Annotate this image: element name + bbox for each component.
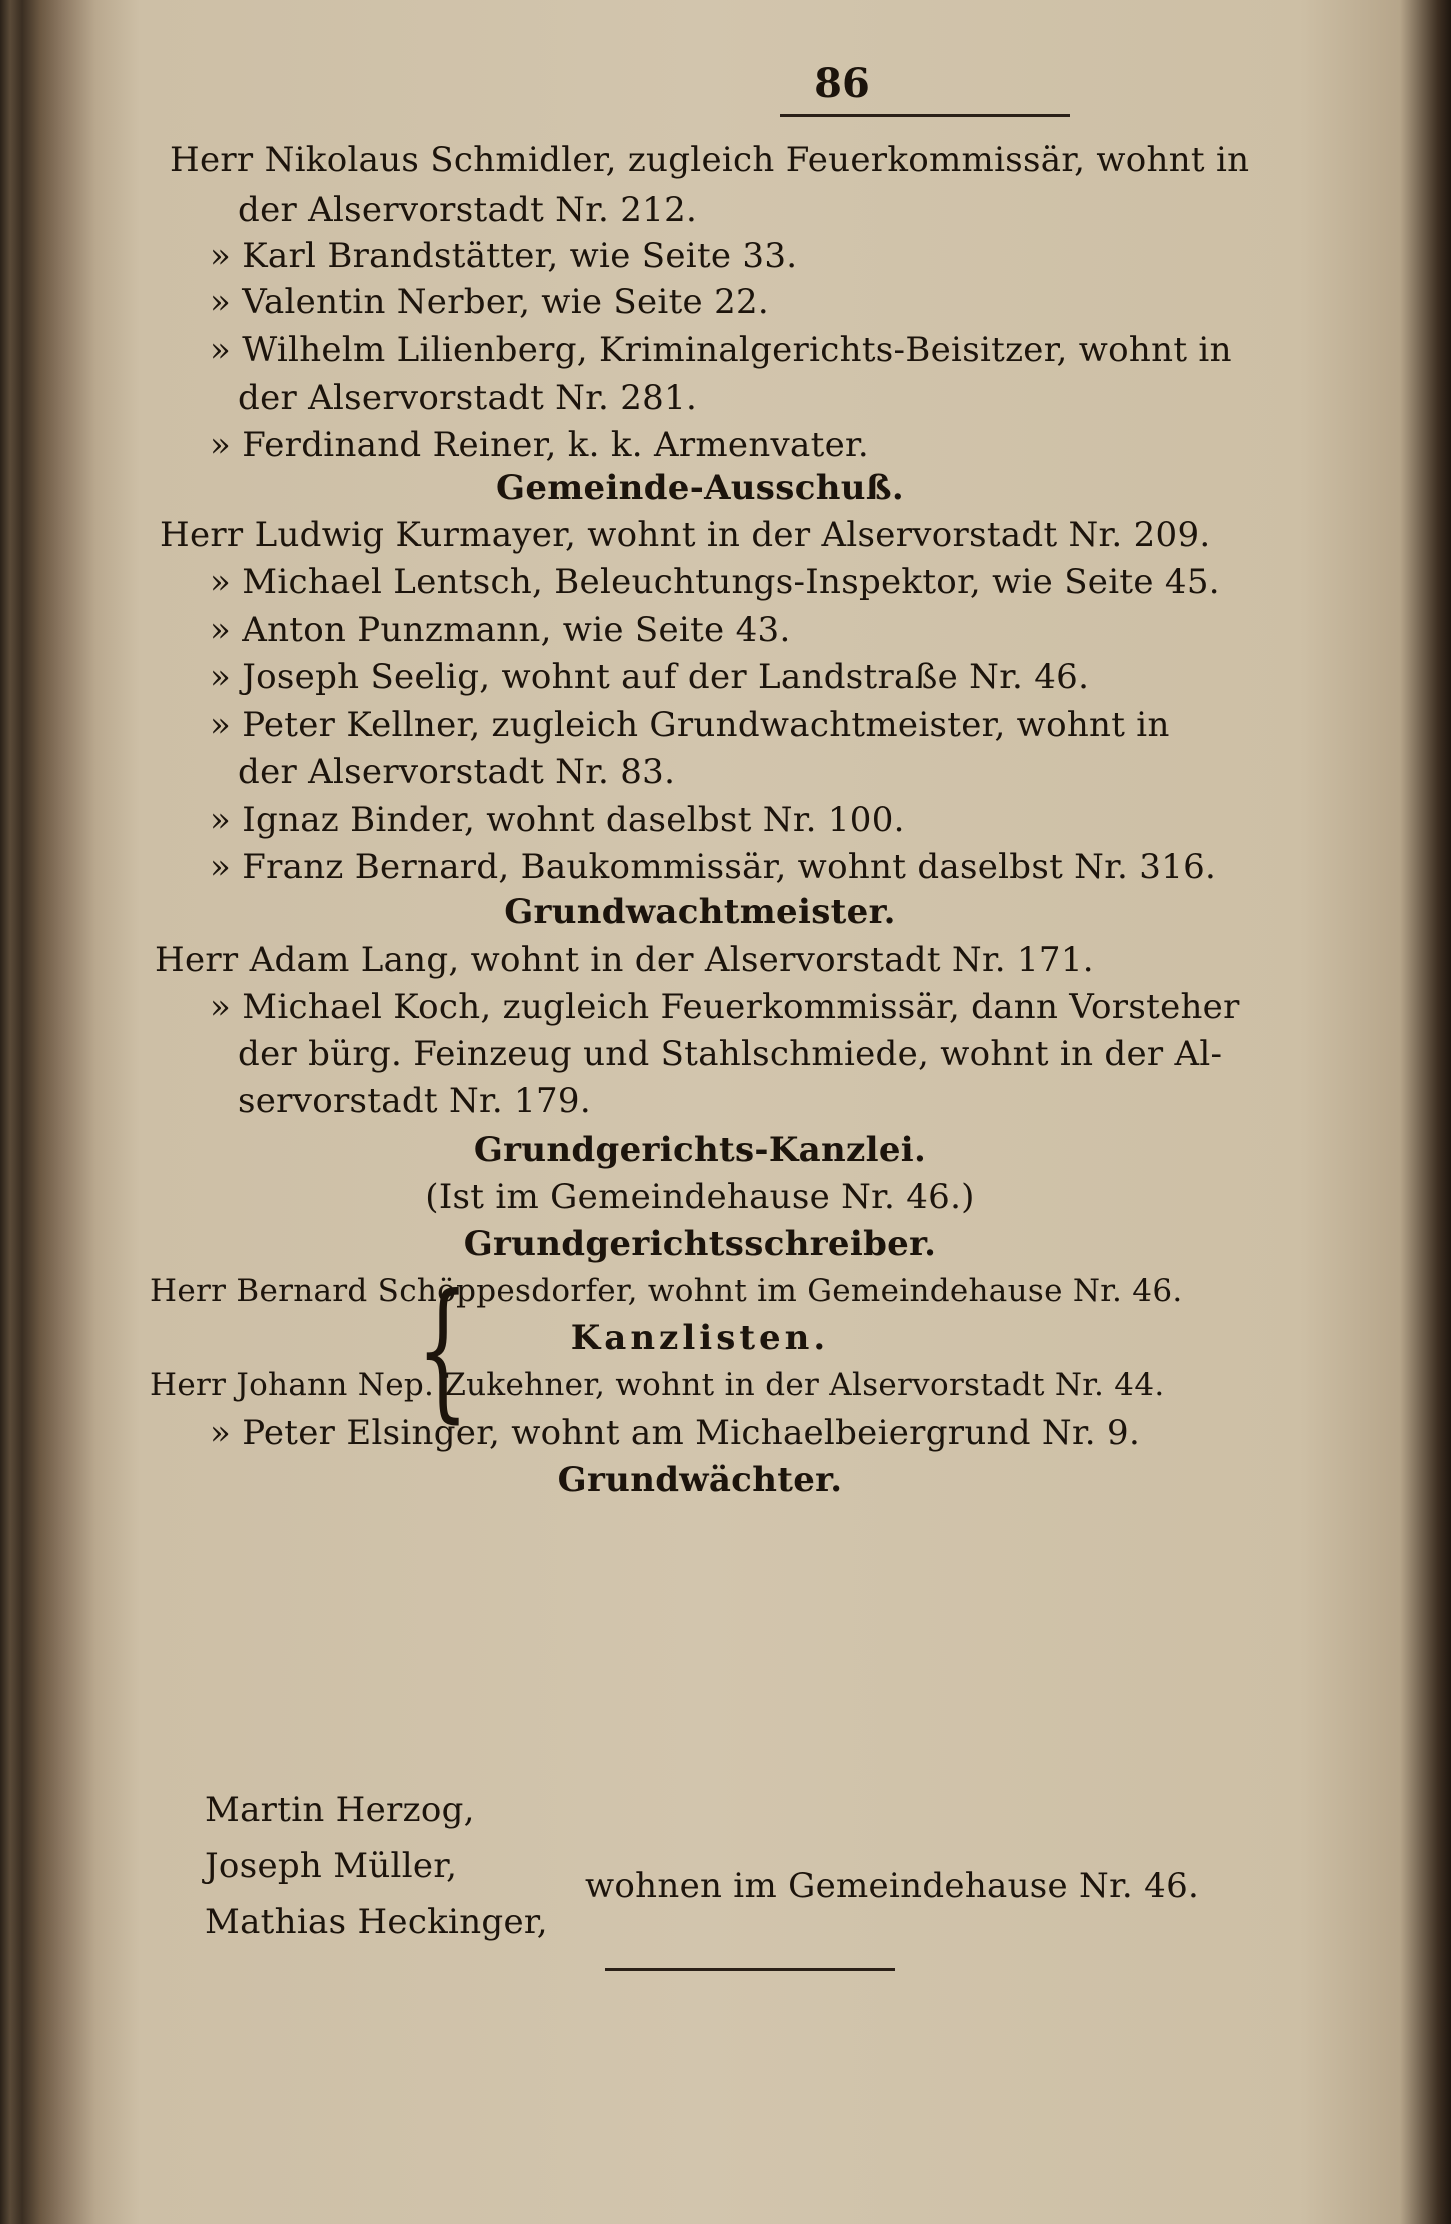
entry-line: Herr Adam Lang, wohnt in der Alservorstadt Nr. 171. xyxy=(155,940,1094,980)
entry-line: Herr Bernard Schöppesdorfer, wohnt im Gemeindehause Nr. 46. xyxy=(150,1273,1183,1309)
entry-line: der Alservorstadt Nr. 212. xyxy=(238,190,698,230)
entry-line: » Peter Kellner, zugleich Grundwachtmeister, wohnt in xyxy=(210,705,1170,745)
watchman-name: Mathias Heckinger, xyxy=(205,1902,548,1942)
entry-line: » Valentin Nerber, wie Seite 22. xyxy=(210,282,770,322)
entry-line: » Ignaz Binder, wohnt daselbst Nr. 100. xyxy=(210,800,905,840)
entry-line: » Franz Bernard, Baukommissär, wohnt daselbst Nr. 316. xyxy=(210,847,1217,887)
entry-line: Herr Ludwig Kurmayer, wohnt in der Alservorstadt Nr. 209. xyxy=(160,515,1211,555)
entry-line: der bürg. Feinzeug und Stahlschmiede, wohnt in der Al- xyxy=(238,1034,1223,1074)
entry-line: der Alservorstadt Nr. 83. xyxy=(238,752,676,792)
bottom-rule xyxy=(605,1968,895,1971)
section-heading: Grundgerichtsschreiber. xyxy=(463,1224,937,1264)
entry-line: » Michael Lentsch, Beleuchtungs-Inspektor, wie Seite 45. xyxy=(210,562,1220,602)
section-heading: Grundgerichts-Kanzlei. xyxy=(473,1130,927,1170)
entry-line: » Anton Punzmann, wie Seite 43. xyxy=(210,610,791,650)
header-rule xyxy=(780,114,1070,117)
watchman-name: Joseph Müller, xyxy=(205,1846,458,1886)
entry-line: » Michael Koch, zugleich Feuerkommissär, dann Vorsteher xyxy=(210,987,1240,1027)
watchman-name: Martin Herzog, xyxy=(205,1790,475,1830)
entry-line: » Ferdinand Reiner, k. k. Armenvater. xyxy=(210,425,869,465)
section-note: (Ist im Gemeindehause Nr. 46.) xyxy=(425,1177,975,1217)
section-heading: Grundwachtmeister. xyxy=(504,892,896,932)
entry-line: » Peter Elsinger, wohnt am Michaelbeiergrund Nr. 9. xyxy=(210,1413,1141,1453)
entry-line: der Alservorstadt Nr. 281. xyxy=(238,378,698,418)
section-heading: Gemeinde-Ausschuß. xyxy=(495,468,905,508)
entry-line: Herr Nikolaus Schmidler, zugleich Feuerkommissär, wohnt in xyxy=(170,140,1250,180)
watchmen-residence: wohnen im Gemeindehause Nr. 46. xyxy=(585,1866,1200,1906)
entry-line: » Joseph Seelig, wohnt auf der Landstraße Nr. 46. xyxy=(210,657,1090,697)
page-number: 86 xyxy=(814,60,870,107)
entry-line: Herr Johann Nep. Zukehner, wohnt in der Alservorstadt Nr. 44. xyxy=(150,1367,1165,1403)
entry-line: » Wilhelm Lilienberg, Kriminalgerichts-Beisitzer, wohnt in xyxy=(210,330,1232,370)
entry-line: » Karl Brandstätter, wie Seite 33. xyxy=(210,236,798,276)
entry-line: servorstadt Nr. 179. xyxy=(238,1081,591,1121)
section-heading: Grundwächter. xyxy=(557,1460,843,1500)
curly-brace: { xyxy=(416,1263,469,1437)
section-heading: Kanzlisten. xyxy=(570,1318,830,1358)
